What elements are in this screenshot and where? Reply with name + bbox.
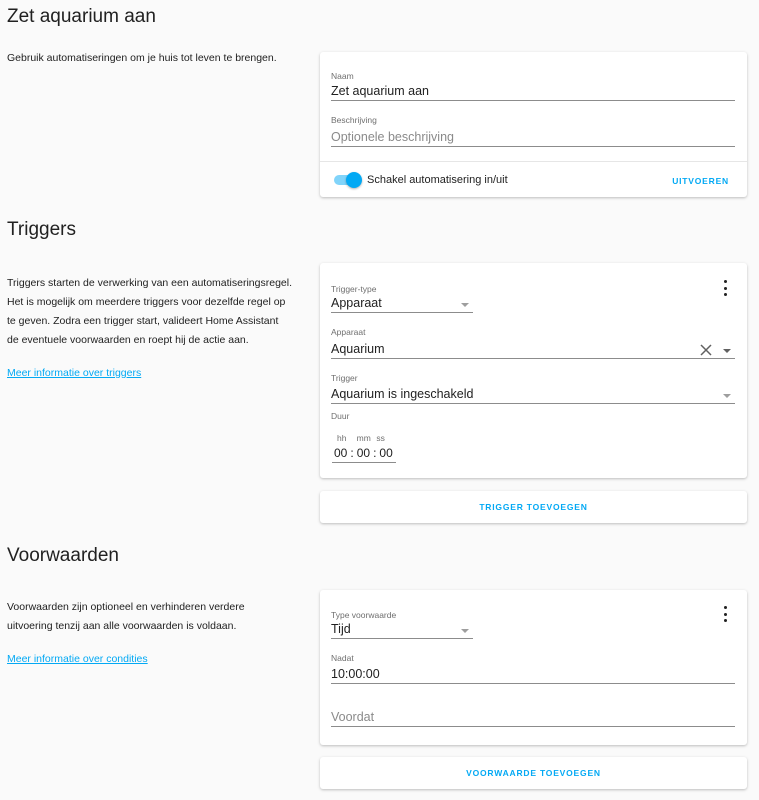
trigger-select[interactable] [331, 373, 735, 404]
dropdown-caret-icon[interactable] [723, 349, 731, 353]
time-separator: : [373, 446, 377, 460]
condition-type-select[interactable] [331, 610, 473, 639]
triggers-intro: Triggers starten de verwerking van een automatiseringsregel. Het is mogelijk om meerdere triggers voor dezelfde regel op te geven. Zodra een trigger start, valideert Home Assistant de eventuele voorwaarden en roept hij de actie aan. [7, 277, 293, 346]
before-field[interactable] [331, 707, 735, 727]
name-field[interactable] [331, 71, 735, 101]
minutes-input[interactable]: 00 [356, 446, 371, 460]
device-value: Aquarium [331, 342, 385, 356]
duration-label: Duur [331, 411, 350, 421]
trigger-label: Trigger [331, 373, 358, 383]
name-label: Naam [331, 71, 354, 81]
after-field[interactable] [331, 653, 735, 684]
add-trigger-button[interactable] [320, 491, 747, 523]
trigger-type-select[interactable] [331, 284, 473, 313]
condition-type-label: Type voorwaarde [331, 610, 397, 620]
hours-input[interactable]: 00 [334, 446, 348, 460]
page-title: Zet aquarium aan [7, 6, 156, 27]
trigger-type-value: Apparaat [331, 296, 382, 310]
toggle-thumb [346, 172, 362, 188]
condition-menu-dots-icon[interactable] [722, 606, 728, 622]
dropdown-caret-icon [723, 394, 731, 398]
conditions-intro-block [7, 598, 292, 669]
trigger-value: Aquarium is ingeschakeld [331, 387, 474, 401]
automation-intro: Gebruik automatiseringen om je huis tot leven te brengen. [7, 52, 277, 64]
after-label: Nadat [331, 653, 354, 663]
trigger-card [320, 263, 747, 478]
add-trigger-label: TRIGGER TOEVOEGEN [479, 502, 588, 512]
description-label: Beschrijving [331, 115, 377, 125]
add-condition-button[interactable] [320, 757, 747, 789]
device-select[interactable] [331, 327, 735, 359]
description-field[interactable] [331, 115, 735, 147]
after-input[interactable]: 10:00:00 [331, 667, 735, 684]
run-button[interactable]: UITVOEREN [672, 176, 729, 186]
trigger-type-label: Trigger-type [331, 284, 377, 294]
conditions-intro: Voorwaarden zijn optioneel en verhinderen verdere uitvoering tenzij aan alle voorwaarden is voldaan. [7, 601, 245, 632]
ss-label: ss [376, 433, 385, 443]
card-divider [320, 161, 747, 162]
device-label: Apparaat [331, 327, 366, 337]
duration-field [331, 411, 349, 421]
conditions-title: Voorwaarden [7, 545, 119, 566]
triggers-title: Triggers [7, 219, 76, 240]
hh-label: hh [337, 433, 347, 443]
add-condition-label: VOORWAARDE TOEVOEGEN [466, 768, 601, 778]
conditions-info-link[interactable]: Meer informatie over condities [7, 653, 148, 665]
condition-card [320, 590, 747, 745]
automation-settings-card [320, 52, 747, 197]
triggers-info-link[interactable]: Meer informatie over triggers [7, 367, 142, 379]
toggle-label: Schakel automatisering in/uit [367, 174, 508, 186]
seconds-input[interactable]: 00 [379, 446, 393, 460]
automation-toggle[interactable] [334, 172, 362, 188]
condition-type-value: Tijd [331, 622, 351, 636]
duration-input[interactable] [332, 433, 396, 463]
mm-label: mm [356, 433, 371, 443]
triggers-intro-block [7, 274, 292, 383]
dropdown-caret-icon [461, 303, 469, 307]
description-input[interactable]: Optionele beschrijving [331, 130, 735, 147]
name-input[interactable]: Zet aquarium aan [331, 84, 735, 101]
time-separator: : [350, 446, 354, 460]
clear-icon[interactable] [700, 344, 712, 356]
trigger-menu-dots-icon[interactable] [722, 280, 728, 296]
dropdown-caret-icon [461, 629, 469, 633]
before-input[interactable]: Voordat [331, 710, 735, 727]
